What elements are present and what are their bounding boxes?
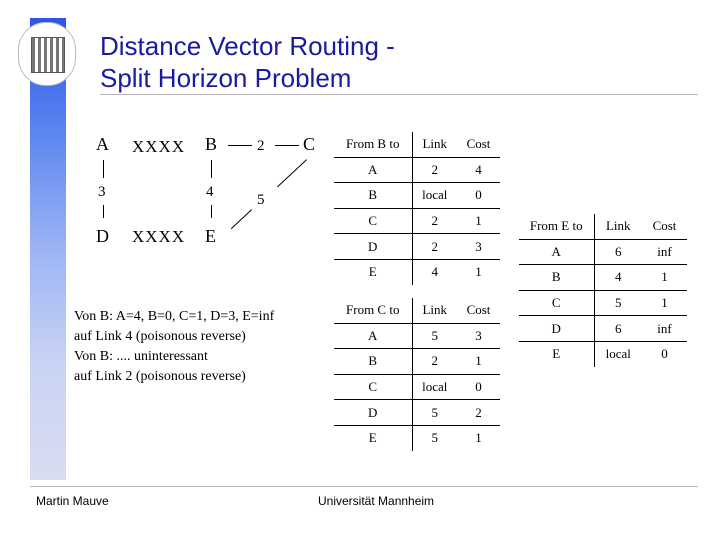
title-line-1: Distance Vector Routing - bbox=[100, 31, 395, 61]
table-cell: C bbox=[334, 208, 412, 234]
link-label-b-e: 4 bbox=[206, 184, 214, 200]
table-cell: 1 bbox=[642, 290, 687, 316]
table-cell: B bbox=[519, 265, 594, 291]
node-e: E bbox=[205, 226, 216, 246]
note-line-4: auf Link 2 (poisonous reverse) bbox=[74, 369, 246, 384]
table-header-cell: Link bbox=[412, 132, 457, 157]
table-cell: B bbox=[334, 183, 412, 209]
seal-crest-icon bbox=[31, 37, 65, 73]
routing-table-from-e bbox=[519, 214, 687, 367]
table-cell: A bbox=[334, 323, 412, 349]
table-cell: 1 bbox=[457, 349, 500, 375]
table-header-row bbox=[519, 214, 687, 239]
footer-institution: Universität Mannheim bbox=[318, 494, 435, 508]
table-row bbox=[519, 265, 687, 291]
table-cell: E bbox=[519, 341, 594, 366]
link-a-d-upper bbox=[103, 160, 104, 178]
table-cell: 4 bbox=[594, 265, 642, 291]
table-cell: local bbox=[412, 183, 457, 209]
table-header-cell: From E to bbox=[519, 214, 594, 239]
table-cell: 5 bbox=[412, 323, 457, 349]
note-line-1: Von B: A=4, B=0, C=1, D=3, E=inf bbox=[74, 309, 275, 324]
footer-divider bbox=[30, 486, 698, 487]
link-b-c-left bbox=[228, 145, 252, 146]
table-cell: 1 bbox=[457, 208, 500, 234]
table-cell: 0 bbox=[457, 374, 500, 400]
node-d: D bbox=[96, 226, 109, 246]
table-cell: 3 bbox=[457, 323, 500, 349]
table-cell: 5 bbox=[594, 290, 642, 316]
footer-author: Martin Mauve bbox=[36, 494, 109, 508]
table-cell: 2 bbox=[412, 234, 457, 260]
table-header-row bbox=[334, 298, 500, 323]
table-cell: C bbox=[334, 374, 412, 400]
table-header-cell: From C to bbox=[334, 298, 412, 323]
table-cell: 2 bbox=[412, 208, 457, 234]
table-cell: 6 bbox=[594, 239, 642, 265]
node-a: A bbox=[96, 134, 109, 154]
explanation-text bbox=[74, 307, 274, 387]
table-header-cell: Cost bbox=[457, 132, 500, 157]
table-row bbox=[519, 341, 687, 366]
table-row bbox=[334, 323, 500, 349]
note-line-2: auf Link 4 (poisonous reverse) bbox=[74, 329, 246, 344]
table-row bbox=[334, 259, 500, 284]
table-cell: 2 bbox=[412, 349, 457, 375]
table-header-cell: From B to bbox=[334, 132, 412, 157]
table-header-cell: Link bbox=[412, 298, 457, 323]
table-row bbox=[334, 208, 500, 234]
routing-table-from-b bbox=[334, 132, 500, 285]
table-row bbox=[334, 400, 500, 426]
link-label-c-e: 5 bbox=[257, 192, 265, 208]
table-cell: B bbox=[334, 349, 412, 375]
title-line-2: Split Horizon Problem bbox=[100, 63, 352, 93]
table-header-cell: Cost bbox=[642, 214, 687, 239]
table-cell: 4 bbox=[457, 157, 500, 183]
note-line-3: Von B: .... uninteressant bbox=[74, 349, 208, 364]
table-cell: A bbox=[519, 239, 594, 265]
table-row bbox=[519, 316, 687, 342]
table-cell: D bbox=[519, 316, 594, 342]
table-row bbox=[334, 234, 500, 260]
sidebar-gradient-bar bbox=[30, 18, 66, 480]
table-header-cell: Cost bbox=[457, 298, 500, 323]
link-c-e-lower bbox=[231, 209, 252, 229]
table-cell: 1 bbox=[475, 430, 482, 446]
title-divider bbox=[100, 94, 698, 95]
unreachable-marker-bottom: XXXX bbox=[132, 227, 186, 246]
link-b-e-upper bbox=[211, 160, 212, 178]
link-b-e-lower bbox=[211, 205, 212, 218]
table-row bbox=[334, 374, 500, 400]
table-cell: D bbox=[334, 400, 412, 426]
table-row bbox=[334, 349, 500, 375]
slide-title bbox=[100, 30, 395, 94]
table-cell: inf bbox=[642, 316, 687, 342]
table-cell: E bbox=[334, 259, 412, 284]
table-cell: E bbox=[334, 425, 412, 450]
table-row bbox=[334, 183, 500, 209]
link-b-c-right bbox=[275, 145, 299, 146]
table-cell: 2 bbox=[412, 157, 457, 183]
link-a-d-lower bbox=[103, 205, 104, 218]
table-cell: local bbox=[412, 374, 457, 400]
table-cell: 5 bbox=[431, 430, 438, 446]
table-cell: 2 bbox=[457, 400, 500, 426]
link-label-a-d: 3 bbox=[98, 184, 106, 200]
university-seal-logo bbox=[18, 22, 76, 86]
link-c-e-upper bbox=[277, 159, 307, 187]
table-cell: 1 bbox=[475, 264, 482, 280]
table-cell: inf bbox=[642, 239, 687, 265]
table-cell: 5 bbox=[412, 400, 457, 426]
node-b: B bbox=[205, 134, 218, 154]
table-header-cell: Link bbox=[594, 214, 642, 239]
table-cell: 0 bbox=[457, 183, 500, 209]
table-row bbox=[334, 157, 500, 183]
table-cell: 0 bbox=[661, 346, 668, 362]
table-cell: 4 bbox=[431, 264, 438, 280]
table-cell: 3 bbox=[457, 234, 500, 260]
table-row bbox=[334, 425, 500, 450]
table-cell: 6 bbox=[594, 316, 642, 342]
table-row bbox=[519, 290, 687, 316]
table-row bbox=[519, 239, 687, 265]
table-cell: local bbox=[605, 346, 631, 362]
table-cell: 1 bbox=[642, 265, 687, 291]
table-cell: D bbox=[334, 234, 412, 260]
table-cell: C bbox=[519, 290, 594, 316]
table-cell: A bbox=[334, 157, 412, 183]
link-label-b-c: 2 bbox=[257, 138, 265, 154]
table-header-row bbox=[334, 132, 500, 157]
routing-table-from-c bbox=[334, 298, 500, 451]
unreachable-marker-top: XXXX bbox=[132, 137, 186, 156]
node-c: C bbox=[303, 134, 316, 154]
